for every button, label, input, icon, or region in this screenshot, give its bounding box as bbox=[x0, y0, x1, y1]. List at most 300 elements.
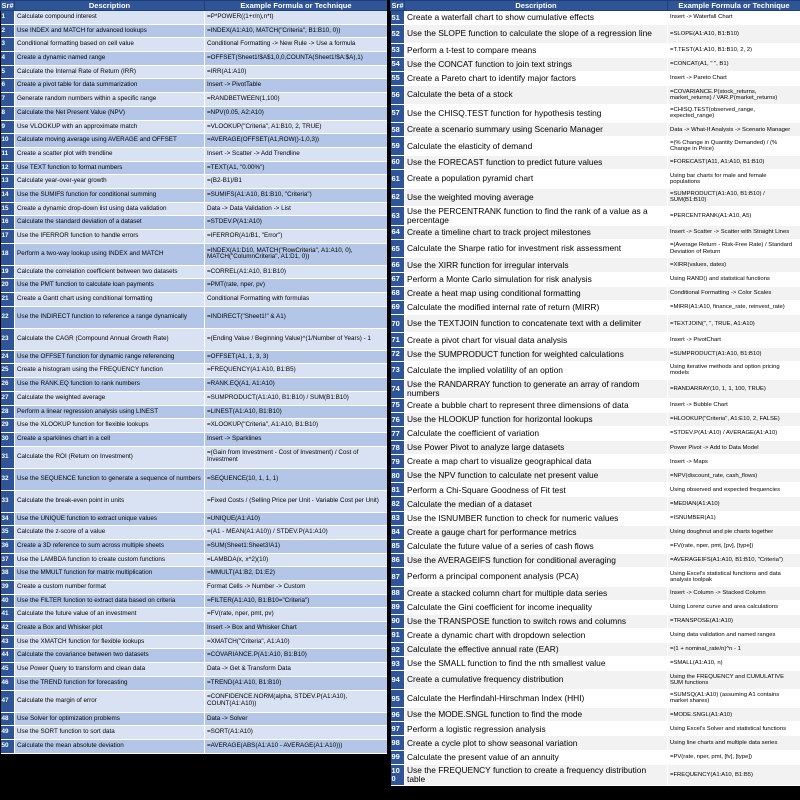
table-row bbox=[1, 468, 388, 490]
table-row bbox=[1, 364, 388, 378]
row-formula: Using Lorenz curve and area calculations bbox=[668, 600, 800, 614]
table-row bbox=[1, 175, 388, 189]
row-description: Perform a t-test to compare means bbox=[405, 43, 668, 57]
row-description: Create a cumulative frequency distribution bbox=[405, 671, 668, 690]
table-row bbox=[1, 202, 388, 216]
row-number: 87 bbox=[391, 567, 405, 586]
row-formula: Insert -> Pareto Chart bbox=[668, 71, 800, 85]
table-row bbox=[391, 455, 800, 469]
row-formula: =XMATCH("Criteria", A1:A10) bbox=[205, 635, 388, 649]
row-number: 38 bbox=[1, 567, 15, 581]
row-description: Create a pivot chart for visual data analysis bbox=[405, 333, 668, 347]
row-formula: =RANK.EQ(A1, A1:A10) bbox=[205, 378, 388, 392]
header-sr: Sr# bbox=[1, 1, 14, 10]
table-row bbox=[391, 441, 800, 455]
row-description: Use the FORECAST function to predict future values bbox=[405, 155, 668, 169]
row-number: 8 bbox=[1, 106, 15, 120]
row-description: Use the PERCENTRANK function to find the rank of a value as a percentage bbox=[405, 207, 668, 226]
row-number: 24 bbox=[1, 350, 15, 364]
row-description: Use the NPV function to calculate net present value bbox=[405, 469, 668, 483]
row-description: Calculate the present value of an annuity bbox=[405, 750, 668, 764]
row-number: 31 bbox=[1, 446, 15, 468]
row-description: Create a dynamic chart with dropdown selection bbox=[405, 628, 668, 642]
row-formula: =SMALL(A1:A10, n) bbox=[668, 657, 800, 671]
row-description: Use the LAMBDA function to create custom functions bbox=[15, 553, 205, 567]
row-description: Create a scatter plot with trendline bbox=[15, 147, 205, 161]
row-formula: =NPV(discount_rate, cash_flows) bbox=[668, 469, 800, 483]
row-description: Create a pivot table for data summarization bbox=[15, 79, 205, 93]
table-row bbox=[391, 469, 800, 483]
row-number: 99 bbox=[391, 750, 405, 764]
table-row bbox=[1, 279, 388, 293]
row-number: 6 bbox=[1, 79, 15, 93]
table-row bbox=[1, 432, 388, 446]
row-formula: =(1 + nominal_rate/n)^n - 1 bbox=[668, 642, 800, 656]
row-formula: =TEXT(A1, "0.00%") bbox=[205, 161, 388, 175]
table-row bbox=[1, 216, 388, 230]
row-formula: =CHISQ.TEST(observed_range, expected_range) bbox=[668, 104, 800, 123]
table-row bbox=[1, 52, 388, 66]
row-description: Create a map chart to visualize geographical data bbox=[405, 455, 668, 469]
header-description: Description bbox=[15, 1, 205, 11]
row-description: Use the HLOOKUP function for horizontal lookups bbox=[405, 412, 668, 426]
row-number: 91 bbox=[391, 628, 405, 642]
table-row bbox=[1, 553, 388, 567]
row-formula: Using iterative methods and option pricing models bbox=[668, 361, 800, 380]
table-row bbox=[1, 405, 388, 419]
right-table-body bbox=[391, 11, 800, 786]
row-formula: =INDEX(A1:D10, MATCH("RowCriteria", A1:A10, 0), MATCH("ColumnCriteria", A1:D1, 0)) bbox=[205, 243, 388, 265]
row-formula: =UNIQUE(A1:A10) bbox=[205, 512, 388, 526]
row-formula: =COVARIANCE.P(A1:A10, B1:B10) bbox=[205, 649, 388, 663]
row-description: Use the SLOPE function to calculate the slope of a regression line bbox=[405, 25, 668, 44]
row-formula: =MIRR(A1:A10, finance_rate, reinvest_rate) bbox=[668, 300, 800, 314]
row-description: Use the MODE.SNGL function to find the mode bbox=[405, 708, 668, 722]
table-row bbox=[391, 553, 800, 567]
row-description: Use the FREQUENCY function to create a frequency distribution table bbox=[405, 764, 668, 785]
row-number: 32 bbox=[1, 468, 15, 490]
row-formula: Insert -> Scatter -> Scatter with Straight Lines bbox=[668, 225, 800, 239]
row-description: Create a dynamic named range bbox=[15, 52, 205, 66]
row-formula: =TEXTJOIN(", ", TRUE, A1:A10) bbox=[668, 314, 800, 333]
row-formula: =ISNUMBER(A1) bbox=[668, 511, 800, 525]
row-description: Use Power Pivot to analyze large datasets bbox=[405, 441, 668, 455]
left-table-panel bbox=[0, 0, 387, 800]
row-description: Create a timeline chart to track project milestones bbox=[405, 225, 668, 239]
table-row bbox=[391, 539, 800, 553]
row-description: Use the SMALL function to find the nth smallest value bbox=[405, 657, 668, 671]
row-description: Calculate the coefficient of variation bbox=[405, 427, 668, 441]
row-number: 33 bbox=[1, 490, 15, 512]
row-number: 16 bbox=[1, 216, 15, 230]
row-description: Create a heat map using conditional formatting bbox=[405, 286, 668, 300]
table-row bbox=[1, 635, 388, 649]
table-row bbox=[391, 642, 800, 656]
row-formula: Insert -> Scatter -> Add Trendline bbox=[205, 147, 388, 161]
row-number: 29 bbox=[1, 419, 15, 433]
table-row bbox=[391, 614, 800, 628]
table-row bbox=[1, 293, 388, 307]
row-description: Calculate the mean absolute deviation bbox=[15, 739, 205, 753]
row-number: 48 bbox=[1, 712, 15, 726]
table-row bbox=[1, 306, 388, 328]
row-number: 79 bbox=[391, 455, 405, 469]
row-description: Perform a logistic regression analysis bbox=[405, 722, 668, 736]
row-number: 93 bbox=[391, 657, 405, 671]
row-formula: =(Gain from Investment - Cost of Investment) / Cost of Investment bbox=[205, 446, 388, 468]
row-description: Calculate year-over-year growth bbox=[15, 175, 205, 189]
row-description: Use the TRANSPOSE function to switch rows and columns bbox=[405, 614, 668, 628]
table-row bbox=[1, 419, 388, 433]
row-description: Use the IFERROR function to handle errors bbox=[15, 230, 205, 244]
row-description: Use the ISNUMBER function to check for numeric values bbox=[405, 511, 668, 525]
row-formula: =SUMSQ(A1:A10) (assuming A1 contains market shares) bbox=[668, 689, 800, 708]
row-number: 10 bbox=[1, 134, 15, 148]
table-row bbox=[391, 258, 800, 272]
row-number: 17 bbox=[1, 230, 15, 244]
row-description: Use the CHISQ.TEST function for hypothesis testing bbox=[405, 104, 668, 123]
right-table bbox=[390, 0, 800, 786]
table-row bbox=[1, 38, 388, 52]
table-row bbox=[391, 600, 800, 614]
table-row bbox=[1, 739, 388, 753]
table-row bbox=[1, 526, 388, 540]
row-number: 1 bbox=[1, 11, 15, 25]
row-description: Use the INDIRECT function to reference a range dynamically bbox=[15, 306, 205, 328]
table-row bbox=[391, 71, 800, 85]
row-formula: Using doughnut and pie charts together bbox=[668, 525, 800, 539]
row-description: Calculate compound interest bbox=[15, 11, 205, 25]
row-formula: =LINEST(A1:A10, B1:B10) bbox=[205, 405, 388, 419]
row-number: 49 bbox=[1, 726, 15, 740]
row-description: Create a gauge chart for performance metrics bbox=[405, 525, 668, 539]
table-row bbox=[391, 657, 800, 671]
row-number: 66 bbox=[391, 258, 405, 272]
row-formula: =CONFIDENCE.NORM(alpha, STDEV.P(A1:A10), COUNT(A1:A10)) bbox=[205, 690, 388, 712]
row-number: 97 bbox=[391, 722, 405, 736]
row-description: Use the TREND function for forecasting bbox=[15, 676, 205, 690]
row-description: Calculate the modified internal rate of return (MIRR) bbox=[405, 300, 668, 314]
row-formula: =SUM(Sheet1:Sheet3!A1) bbox=[205, 539, 388, 553]
row-number: 30 bbox=[1, 432, 15, 446]
row-number: 60 bbox=[391, 155, 405, 169]
row-description: Create a stacked column chart for multiple data series bbox=[405, 586, 668, 600]
row-number: 84 bbox=[391, 525, 405, 539]
row-description: Use the weighted moving average bbox=[405, 188, 668, 207]
row-description: Create a bubble chart to represent three dimensions of data bbox=[405, 398, 668, 412]
row-number: 98 bbox=[391, 736, 405, 750]
row-number: 82 bbox=[391, 497, 405, 511]
row-description: Calculate the effective annual rate (EAR) bbox=[405, 642, 668, 656]
row-number: 89 bbox=[391, 600, 405, 614]
table-row bbox=[391, 398, 800, 412]
table-row bbox=[1, 539, 388, 553]
table-row bbox=[391, 85, 800, 104]
row-description: Use the OFFSET function for dynamic range referencing bbox=[15, 350, 205, 364]
row-description: Calculate the weighted average bbox=[15, 391, 205, 405]
row-number: 95 bbox=[391, 689, 405, 708]
row-formula: =IRR(A1:A10) bbox=[205, 65, 388, 79]
row-number: 2 bbox=[1, 24, 15, 38]
row-number: 55 bbox=[391, 71, 405, 85]
row-description: Perform a Chi-Square Goodness of Fit test bbox=[405, 483, 668, 497]
table-row bbox=[391, 188, 800, 207]
row-number: 81 bbox=[391, 483, 405, 497]
row-number: 36 bbox=[1, 539, 15, 553]
header-sr: Sr# bbox=[391, 1, 404, 10]
row-formula: Format Cells -> Number -> Custom bbox=[205, 581, 388, 595]
table-row bbox=[1, 120, 388, 134]
row-description: Use TEXT function to format numbers bbox=[15, 161, 205, 175]
row-description: Create a dynamic drop-down list using data validation bbox=[15, 202, 205, 216]
row-formula: =SEQUENCE(10, 1, 1, 1) bbox=[205, 468, 388, 490]
row-number: 67 bbox=[391, 272, 405, 286]
table-row bbox=[391, 764, 800, 785]
row-description: Calculate the implied volatility of an option bbox=[405, 361, 668, 380]
table-row bbox=[1, 11, 388, 25]
row-description: Use the SUMIFS function for conditional summing bbox=[15, 188, 205, 202]
row-formula: =TREND(A1:A10, B1:B10) bbox=[205, 676, 388, 690]
row-formula: Using Excel's Solver and statistical functions bbox=[668, 722, 800, 736]
row-number: 61 bbox=[391, 169, 405, 188]
row-description: Use the PMT function to calculate loan payments bbox=[15, 279, 205, 293]
header-formula: Example Formula or Technique bbox=[668, 1, 800, 11]
row-number: 52 bbox=[391, 25, 405, 44]
row-formula: =FV(rate, nper, pmt, [pv], [type]) bbox=[668, 539, 800, 553]
row-formula: =SUMIFS(A1:A10, B1:B10, "Criteria") bbox=[205, 188, 388, 202]
row-number: 73 bbox=[391, 361, 405, 380]
row-number: 86 bbox=[391, 553, 405, 567]
table-row bbox=[391, 333, 800, 347]
row-number: 76 bbox=[391, 412, 405, 426]
row-formula: =RANDARRAY(10, 1, 1, 100, TRUE) bbox=[668, 380, 800, 399]
row-formula: Using RAND() and statistical functions bbox=[668, 272, 800, 286]
row-description: Create a cycle plot to show seasonal variation bbox=[405, 736, 668, 750]
row-formula: =AVERAGE(ABS(A1:A10 - AVERAGE(A1:A10))) bbox=[205, 739, 388, 753]
table-row bbox=[1, 265, 388, 279]
row-formula: Conditional Formatting -> New Rule -> Use a formula bbox=[205, 38, 388, 52]
row-description: Use the TEXTJOIN function to concatenate text with a delimiter bbox=[405, 314, 668, 333]
table-row bbox=[391, 239, 800, 258]
row-formula: =SORT(A1:A10) bbox=[205, 726, 388, 740]
row-description: Create a population pyramid chart bbox=[405, 169, 668, 188]
row-formula: =NPV(0.05, A2:A10) bbox=[205, 106, 388, 120]
table-row bbox=[1, 690, 388, 712]
row-formula: =XLOOKUP("Criteria", A1:A10, B1:B10) bbox=[205, 419, 388, 433]
table-row bbox=[391, 427, 800, 441]
table-row bbox=[1, 230, 388, 244]
row-number: 23 bbox=[1, 328, 15, 350]
table-row bbox=[1, 512, 388, 526]
row-description: Create a 3D reference to sum across multiple sheets bbox=[15, 539, 205, 553]
row-number: 14 bbox=[1, 188, 15, 202]
row-number: 34 bbox=[1, 512, 15, 526]
table-row bbox=[1, 328, 388, 350]
row-description: Calculate the covariance between two datasets bbox=[15, 649, 205, 663]
row-number: 47 bbox=[1, 690, 15, 712]
row-formula: Using line charts and multiple data series bbox=[668, 736, 800, 750]
row-number: 88 bbox=[391, 586, 405, 600]
table-row bbox=[1, 243, 388, 265]
row-number: 15 bbox=[1, 202, 15, 216]
table-row bbox=[1, 622, 388, 636]
row-number: 100 bbox=[391, 764, 405, 785]
row-description: Calculate the Net Present Value (NPV) bbox=[15, 106, 205, 120]
row-formula: Insert -> Waterfall Chart bbox=[668, 11, 800, 25]
row-number: 46 bbox=[1, 676, 15, 690]
row-number: 41 bbox=[1, 608, 15, 622]
row-number: 51 bbox=[391, 11, 405, 25]
row-formula: =FREQUENCY(A1:A10, B1:B5) bbox=[668, 764, 800, 785]
row-formula: Insert -> Maps bbox=[668, 455, 800, 469]
row-number: 3 bbox=[1, 38, 15, 52]
row-description: Create a custom number format bbox=[15, 581, 205, 595]
row-number: 85 bbox=[391, 539, 405, 553]
row-formula: Power Pivot -> Add to Data Model bbox=[668, 441, 800, 455]
row-description: Create a Pareto chart to identify major factors bbox=[405, 71, 668, 85]
left-table bbox=[0, 0, 387, 754]
table-row bbox=[391, 25, 800, 44]
row-number: 39 bbox=[1, 581, 15, 595]
row-formula: =OFFSET(A1, 1, 3, 3) bbox=[205, 350, 388, 364]
row-formula: =COVARIANCE.P(stock_returns, market_returns) / VAR.P(market_returns) bbox=[668, 85, 800, 104]
row-description: Calculate the z-score of a value bbox=[15, 526, 205, 540]
table-row bbox=[391, 286, 800, 300]
table-row bbox=[391, 750, 800, 764]
table-row bbox=[1, 79, 388, 93]
row-number: 75 bbox=[391, 398, 405, 412]
table-row bbox=[391, 689, 800, 708]
row-number: 96 bbox=[391, 708, 405, 722]
row-formula: Data -> What-If Analysis -> Scenario Manager bbox=[668, 123, 800, 137]
row-description: Calculate the Herfindahl-Hirschman Index (HHI) bbox=[405, 689, 668, 708]
row-number: 63 bbox=[391, 207, 405, 226]
row-formula: =(A1 - MEAN(A1:A10)) / STDEV.P(A1:A10) bbox=[205, 526, 388, 540]
row-description: Use the FILTER function to extract data based on criteria bbox=[15, 594, 205, 608]
row-formula: =PERCENTRANK(A1:A10, A5) bbox=[668, 207, 800, 226]
row-number: 26 bbox=[1, 378, 15, 392]
row-formula: =FREQUENCY(A1:A10, B1:B5) bbox=[205, 364, 388, 378]
table-row bbox=[1, 134, 388, 148]
row-formula: =STDEV.P(A1:A10) / AVERAGE(A1:A10) bbox=[668, 427, 800, 441]
row-description: Create a Gantt chart using conditional formatting bbox=[15, 293, 205, 307]
row-description: Generate random numbers within a specific range bbox=[15, 93, 205, 107]
row-description: Use the RANDARRAY function to generate an array of random numbers bbox=[405, 380, 668, 399]
row-number: 5 bbox=[1, 65, 15, 79]
table-row bbox=[391, 736, 800, 750]
row-description: Calculate the margin of error bbox=[15, 690, 205, 712]
row-description: Use INDEX and MATCH for advanced lookups bbox=[15, 24, 205, 38]
row-formula: =STDEV.P(A1:A10) bbox=[205, 216, 388, 230]
row-formula: =SUMPRODUCT(A1:A10, B1:B10) bbox=[668, 347, 800, 361]
row-number: 59 bbox=[391, 137, 405, 156]
row-description: Calculate the ROI (Return on Investment) bbox=[15, 446, 205, 468]
row-number: 25 bbox=[1, 364, 15, 378]
row-number: 72 bbox=[391, 347, 405, 361]
row-number: 57 bbox=[391, 104, 405, 123]
row-description: Create a scenario summary using Scenario Manager bbox=[405, 123, 668, 137]
row-formula: =VLOOKUP("Criteria", A1:B10, 2, TRUE) bbox=[205, 120, 388, 134]
row-formula: Conditional Formatting -> Color Scales bbox=[668, 286, 800, 300]
row-formula: =TRANSPOSE(A1:A10) bbox=[668, 614, 800, 628]
row-formula: =FILTER(A1:A10, B1:B10="Criteria") bbox=[205, 594, 388, 608]
row-description: Calculate the Internal Rate of Return (IRR) bbox=[15, 65, 205, 79]
table-row bbox=[391, 483, 800, 497]
row-number: 53 bbox=[391, 43, 405, 57]
table-row bbox=[391, 586, 800, 600]
row-formula: Using Excel's statistical functions and data analysis toolpak bbox=[668, 567, 800, 586]
row-formula: Data -> Get & Transform Data bbox=[205, 663, 388, 677]
row-formula: =INDEX(A1:A10, MATCH("Criteria", B1:B10, 0)) bbox=[205, 24, 388, 38]
row-number: 65 bbox=[391, 239, 405, 258]
row-number: 68 bbox=[391, 286, 405, 300]
row-number: 43 bbox=[1, 635, 15, 649]
row-formula: =AVERAGEIFS(A1:A10, B1:B10, "Criteria") bbox=[668, 553, 800, 567]
table-row bbox=[1, 712, 388, 726]
table-row bbox=[391, 347, 800, 361]
row-number: 77 bbox=[391, 427, 405, 441]
row-formula: =IFERROR(A1/B1, "Error") bbox=[205, 230, 388, 244]
table-row bbox=[391, 57, 800, 71]
table-row bbox=[1, 649, 388, 663]
row-formula: Using observed and expected frequencies bbox=[668, 483, 800, 497]
row-formula: =(Ending Value / Beginning Value)^(1/Number of Years) - 1 bbox=[205, 328, 388, 350]
table-row bbox=[1, 350, 388, 364]
row-description: Perform a principal component analysis (PCA) bbox=[405, 567, 668, 586]
row-number: 11 bbox=[1, 147, 15, 161]
table-row bbox=[391, 722, 800, 736]
row-number: 12 bbox=[1, 161, 15, 175]
row-formula: Conditional Formatting with formulas bbox=[205, 293, 388, 307]
table-row bbox=[391, 380, 800, 399]
row-number: 18 bbox=[1, 243, 15, 265]
row-number: 58 bbox=[391, 123, 405, 137]
table-row bbox=[391, 511, 800, 525]
row-number: 56 bbox=[391, 85, 405, 104]
row-formula: =XIRR(values, dates) bbox=[668, 258, 800, 272]
row-number: 70 bbox=[391, 314, 405, 333]
table-row bbox=[391, 11, 800, 25]
row-description: Conditional formatting based on cell value bbox=[15, 38, 205, 52]
row-description: Use the XLOOKUP function for flexible lookups bbox=[15, 419, 205, 433]
row-formula: =(B2-B1)/B1 bbox=[205, 175, 388, 189]
row-formula: Insert -> PivotTable bbox=[205, 79, 388, 93]
left-header-row bbox=[1, 1, 388, 11]
row-formula: =SUMPRODUCT(A1:A10, B1:B10) / SUM(B1:B10) bbox=[205, 391, 388, 405]
row-formula: Insert -> PivotChart bbox=[668, 333, 800, 347]
row-formula: =OFFSET(Sheet1!$A$1,0,0,COUNTA(Sheet1!$A:$A),1) bbox=[205, 52, 388, 66]
header-formula: Example Formula or Technique bbox=[205, 1, 388, 11]
table-row bbox=[391, 104, 800, 123]
row-formula: Insert -> Bubble Chart bbox=[668, 398, 800, 412]
row-formula: =FV(rate, nper, pmt, pv) bbox=[205, 608, 388, 622]
table-row bbox=[391, 43, 800, 57]
row-formula: Using the FREQUENCY and CUMULATIVE SUM functions bbox=[668, 671, 800, 690]
row-number: 4 bbox=[1, 52, 15, 66]
row-description: Use the SUMPRODUCT function for weighted calculations bbox=[405, 347, 668, 361]
row-number: 45 bbox=[1, 663, 15, 677]
row-description: Perform a two-way lookup using INDEX and MATCH bbox=[15, 243, 205, 265]
row-description: Use the SORT function to sort data bbox=[15, 726, 205, 740]
table-row bbox=[1, 726, 388, 740]
row-formula: =T.TEST(A1:A10, B1:B10, 2, 2) bbox=[668, 43, 800, 57]
row-description: Use the XMATCH function for flexible lookups bbox=[15, 635, 205, 649]
row-formula: =INDIRECT("Sheet1!" & A1) bbox=[205, 306, 388, 328]
header-description: Description bbox=[405, 1, 668, 11]
table-row bbox=[391, 207, 800, 226]
row-formula: =P*POWER((1+r/n),n*t) bbox=[205, 11, 388, 25]
table-row bbox=[1, 106, 388, 120]
